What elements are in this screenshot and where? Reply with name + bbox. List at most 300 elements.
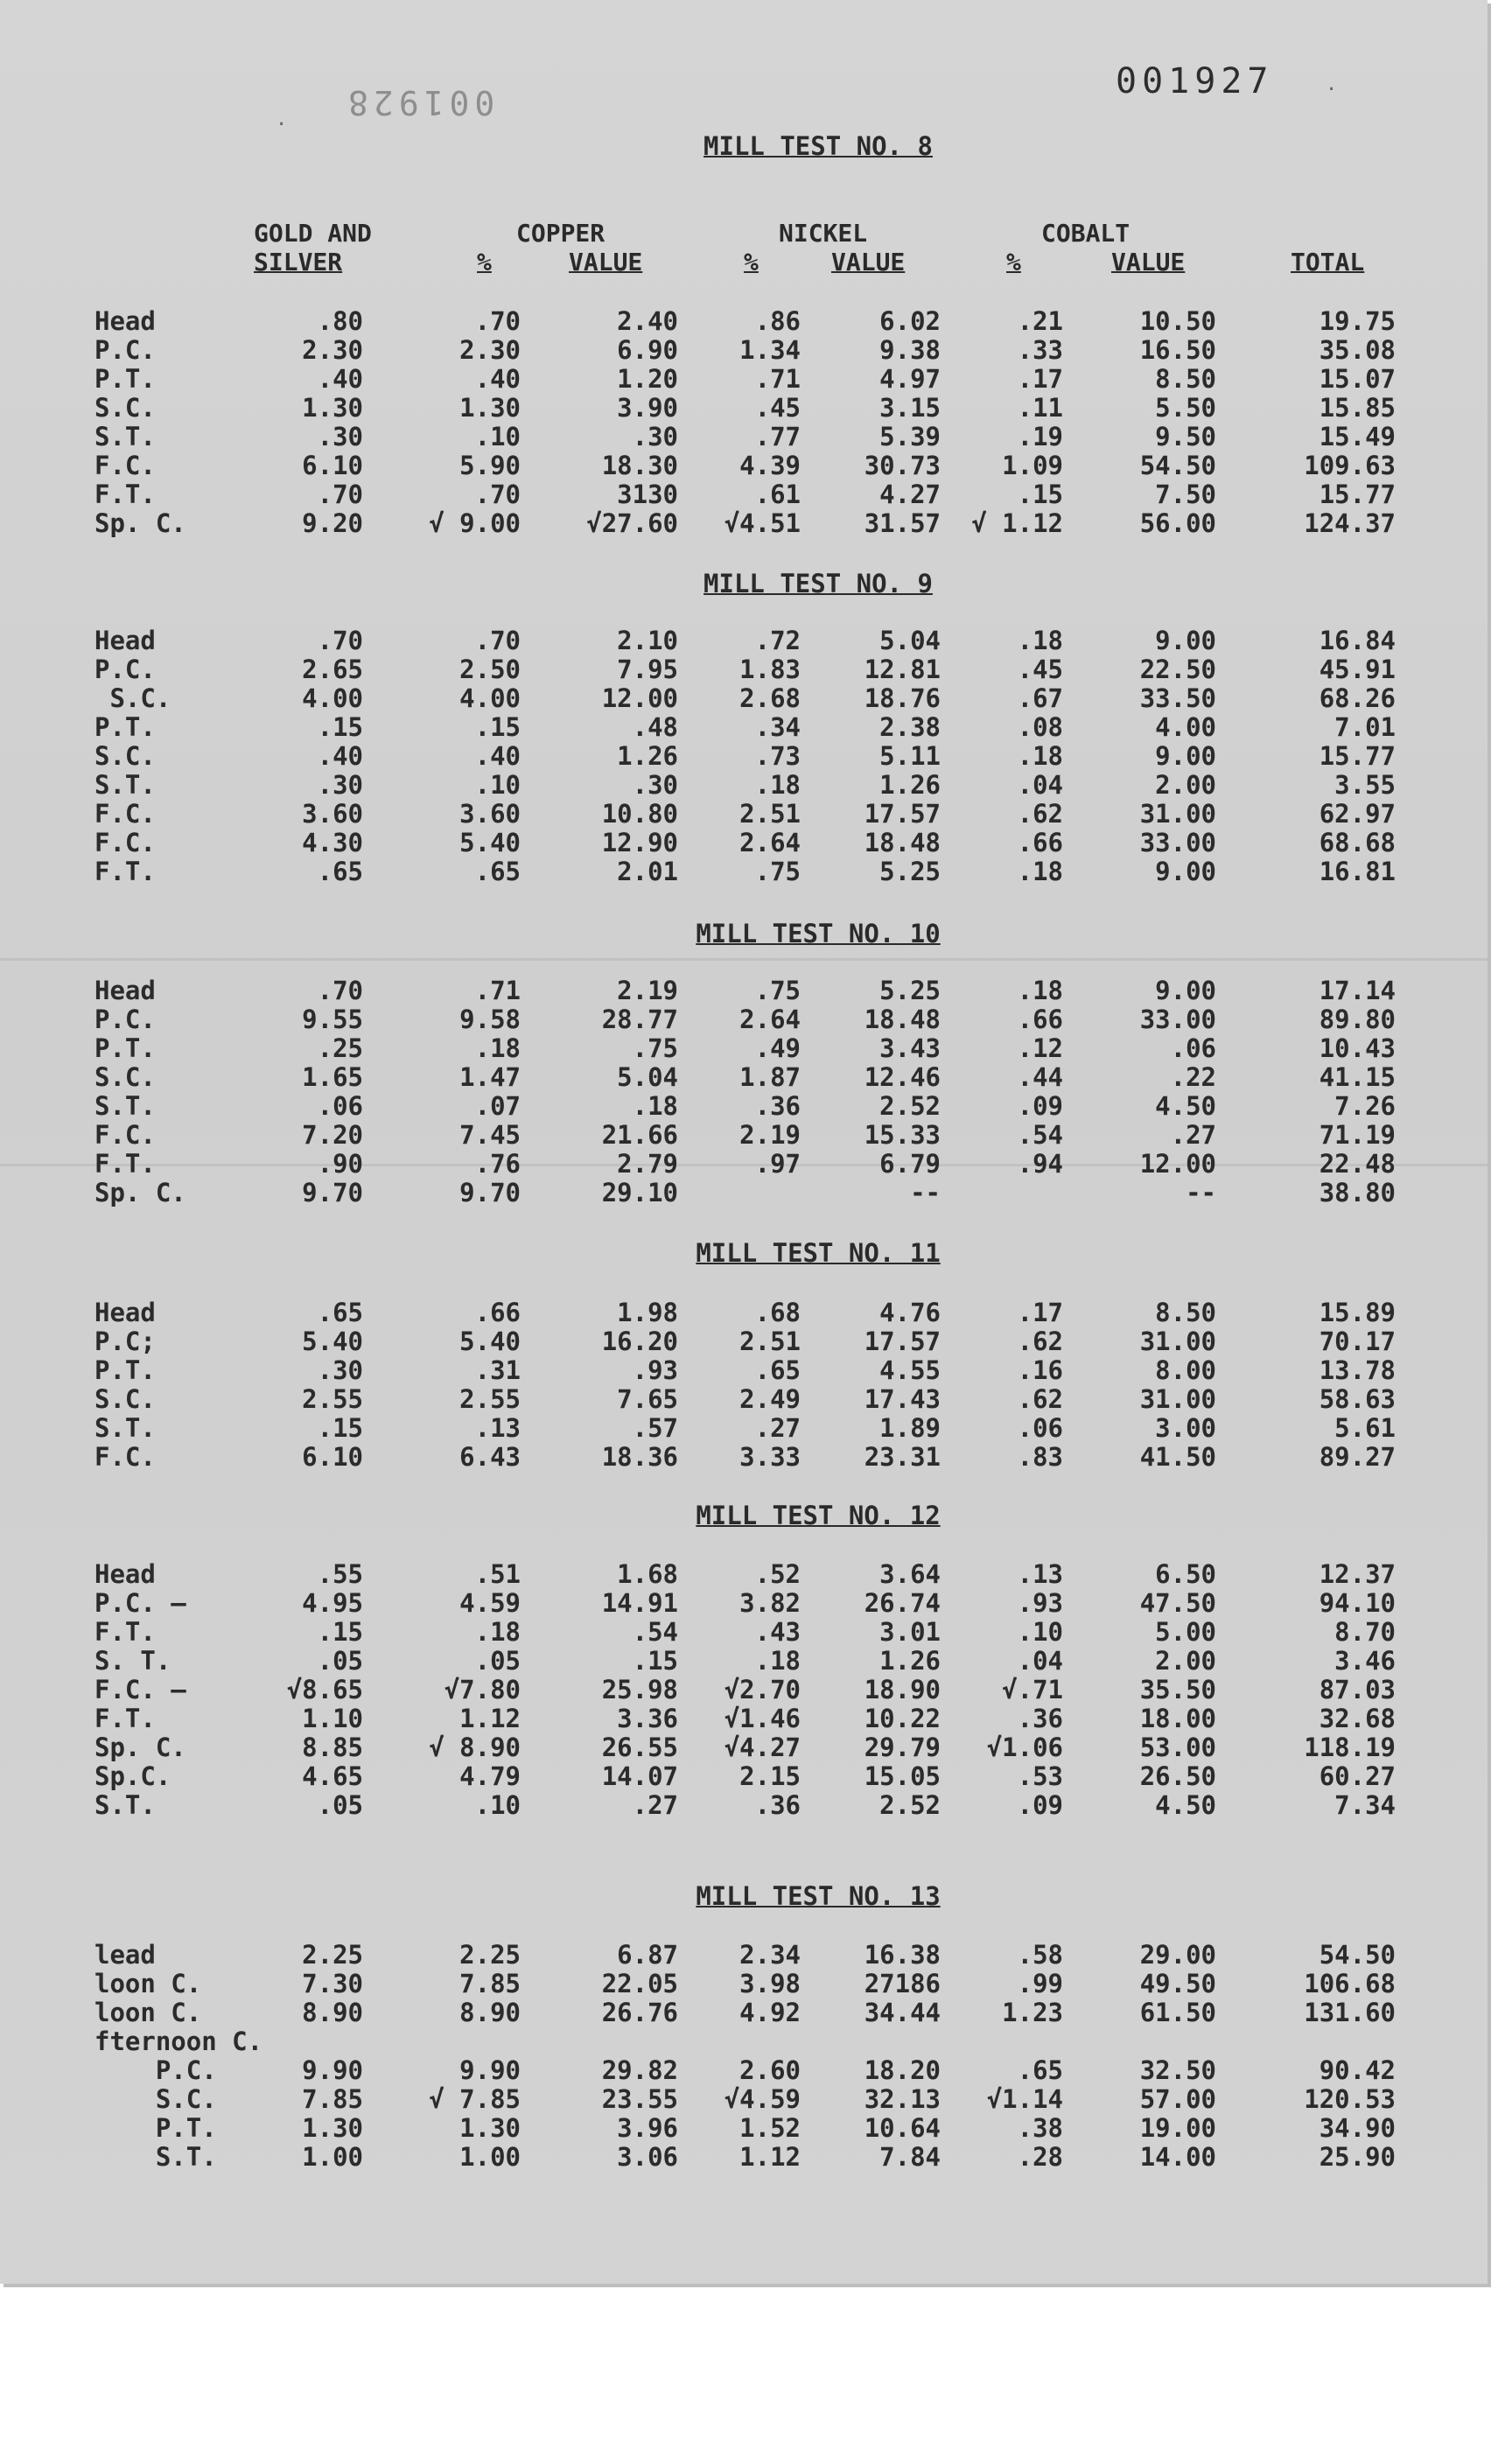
cell-copper-value: √27.60 [586, 508, 678, 538]
cell-copper-pct: 3.60 [459, 799, 521, 829]
row-label: F.T. [94, 1704, 156, 1733]
cell-total: 7.26 [1334, 1091, 1396, 1121]
cell-cobalt-pct: √ 1.12 [971, 508, 1063, 538]
cell-nickel-pct: 2.68 [739, 683, 801, 713]
cell-gold-silver: .05 [317, 1790, 363, 1820]
table-row [0, 2142, 1488, 2171]
cell-total: 5.61 [1334, 1413, 1396, 1443]
cell-nickel-value: 4.97 [879, 364, 941, 394]
cell-nickel-pct: 4.92 [739, 1998, 801, 2027]
cell-cobalt-pct: .10 [1017, 1617, 1063, 1647]
table-row [0, 1761, 1488, 1790]
table-row [0, 1559, 1488, 1588]
cell-copper-pct: 8.90 [459, 1998, 521, 2027]
cell-total: 90.42 [1319, 2055, 1396, 2085]
cell-copper-pct: .40 [474, 364, 521, 394]
cell-cobalt-pct: .04 [1017, 770, 1063, 800]
cell-cobalt-value: 8.00 [1155, 1355, 1216, 1385]
cell-gold-silver: 4.00 [302, 683, 363, 713]
cell-nickel-pct: √1.46 [724, 1704, 801, 1733]
cell-cobalt-value: 49.50 [1139, 1969, 1216, 1998]
cell-nickel-value: 10.64 [864, 2113, 941, 2143]
cell-copper-pct: 5.40 [459, 828, 521, 858]
table-row [0, 1442, 1488, 1471]
cell-nickel-value: 18.20 [864, 2055, 941, 2085]
cell-nickel-pct: 2.64 [739, 1004, 801, 1034]
cell-cobalt-value: 5.50 [1155, 393, 1216, 423]
cell-total: 87.03 [1319, 1675, 1396, 1704]
cell-copper-value: .75 [632, 1033, 678, 1063]
cell-cobalt-pct: .18 [1017, 857, 1063, 886]
row-label: P.T. [94, 364, 156, 394]
cell-cobalt-value: 16.50 [1139, 335, 1216, 365]
cell-copper-value: 29.10 [601, 1178, 678, 1208]
cell-nickel-value: 3.15 [879, 393, 941, 423]
cell-nickel-pct: .45 [754, 393, 801, 423]
cell-copper-pct: 7.85 [459, 1969, 521, 1998]
cell-copper-pct: .07 [474, 1091, 521, 1121]
cell-copper-value: 2.79 [617, 1149, 678, 1179]
cell-cobalt-pct: .62 [1017, 1326, 1063, 1356]
row-label: S.C. [94, 1384, 156, 1414]
cell-cobalt-value: 32.50 [1139, 2055, 1216, 2085]
row-label: F.T. [94, 857, 156, 886]
cell-nickel-pct: .75 [754, 976, 801, 1005]
cell-copper-pct: .05 [474, 1646, 521, 1676]
cell-cobalt-pct: .65 [1017, 2055, 1063, 2085]
cell-nickel-value: 12.46 [864, 1062, 941, 1092]
cell-gold-silver: 1.30 [302, 393, 363, 423]
table-row [0, 1326, 1488, 1355]
cell-nickel-pct: .36 [754, 1091, 801, 1121]
cell-copper-pct: 1.47 [459, 1062, 521, 1092]
cell-cobalt-value: 9.50 [1155, 422, 1216, 452]
table-row [0, 1033, 1488, 1062]
cell-copper-pct: 9.70 [459, 1178, 521, 1208]
cell-copper-value: 2.40 [617, 306, 678, 336]
cell-total: 60.27 [1319, 1761, 1396, 1791]
cell-cobalt-value: .27 [1170, 1120, 1216, 1150]
cell-total: 34.90 [1319, 2113, 1396, 2143]
cell-total: 10.43 [1319, 1033, 1396, 1063]
header-cobalt-pct: % [1006, 248, 1021, 276]
cell-total: 58.63 [1319, 1384, 1396, 1414]
table-row [0, 770, 1488, 799]
cell-copper-value: .18 [632, 1091, 678, 1121]
table-row [0, 1646, 1488, 1675]
cell-nickel-value: 5.25 [879, 976, 941, 1005]
cell-gold-silver: 7.30 [302, 1969, 363, 1998]
cell-nickel-value: 10.22 [864, 1704, 941, 1733]
cell-gold-silver: 8.85 [302, 1732, 363, 1762]
cell-nickel-pct: .72 [754, 626, 801, 655]
cell-copper-value: 23.55 [601, 2084, 678, 2114]
cell-nickel-pct: 1.52 [739, 2113, 801, 2143]
cell-nickel-pct: .71 [754, 364, 801, 394]
cell-copper-pct: .10 [474, 770, 521, 800]
cell-copper-pct: .65 [474, 857, 521, 886]
cell-cobalt-pct: .94 [1017, 1149, 1063, 1179]
cell-nickel-value: 2.52 [879, 1091, 941, 1121]
cell-gold-silver: .06 [317, 1091, 363, 1121]
cell-nickel-pct: .61 [754, 480, 801, 509]
cell-copper-value: 18.30 [601, 451, 678, 480]
cell-total: 17.14 [1319, 976, 1396, 1005]
table-row [0, 1091, 1488, 1120]
cell-cobalt-pct: .54 [1017, 1120, 1063, 1150]
cell-nickel-value: 6.79 [879, 1149, 941, 1179]
cell-nickel-pct: .86 [754, 306, 801, 336]
cell-total: 32.68 [1319, 1704, 1396, 1733]
row-label: Sp. C. [94, 508, 186, 538]
cell-nickel-value: 4.27 [879, 480, 941, 509]
cell-cobalt-pct: .67 [1017, 683, 1063, 713]
cell-nickel-value: 3.43 [879, 1033, 941, 1063]
cell-total: 62.97 [1319, 799, 1396, 829]
cell-gold-silver: 2.30 [302, 335, 363, 365]
cell-cobalt-pct: .12 [1017, 1033, 1063, 1063]
mill-test-table [0, 1940, 1488, 2171]
cell-nickel-value: 1.26 [879, 770, 941, 800]
cell-nickel-pct: 2.60 [739, 2055, 801, 2085]
mill-test-table [0, 1298, 1488, 1471]
cell-cobalt-value: 56.00 [1139, 508, 1216, 538]
cell-nickel-pct: .75 [754, 857, 801, 886]
cell-cobalt-pct: .58 [1017, 1940, 1063, 1970]
cell-total: 45.91 [1319, 654, 1396, 684]
cell-cobalt-pct: .83 [1017, 1442, 1063, 1472]
section-title: MILL TEST NO. 10 [696, 919, 941, 948]
cell-total: 15.07 [1319, 364, 1396, 394]
cell-cobalt-value: 61.50 [1139, 1998, 1216, 2027]
header-copper-value: VALUE [569, 248, 643, 276]
row-label: Head [94, 626, 156, 655]
cell-nickel-pct: √4.59 [724, 2084, 801, 2114]
cell-total: 15.85 [1319, 393, 1396, 423]
cell-cobalt-pct: .38 [1017, 2113, 1063, 2143]
cell-copper-pct: .51 [474, 1559, 521, 1589]
cell-cobalt-pct: .04 [1017, 1646, 1063, 1676]
cell-cobalt-pct: .11 [1017, 393, 1063, 423]
cell-nickel-pct: √4.51 [724, 508, 801, 538]
cell-gold-silver: .30 [317, 770, 363, 800]
table-row [0, 1998, 1488, 2026]
cell-copper-pct: √ 9.00 [429, 508, 521, 538]
cell-cobalt-value: 33.50 [1139, 683, 1216, 713]
cell-nickel-value: 18.76 [864, 683, 941, 713]
cell-nickel-pct: .34 [754, 712, 801, 742]
table-row [0, 2026, 1488, 2055]
cell-nickel-value: 6.02 [879, 306, 941, 336]
row-label: S.T. [94, 422, 156, 452]
cell-copper-pct: .15 [474, 712, 521, 742]
row-label: Sp.C. [94, 1761, 172, 1791]
row-label: F.T. [94, 1617, 156, 1647]
row-label: Head [94, 1559, 156, 1589]
cell-total: 15.77 [1319, 480, 1396, 509]
cell-nickel-pct: 2.49 [739, 1384, 801, 1414]
cell-cobalt-value: 2.00 [1155, 770, 1216, 800]
cell-copper-value: 14.91 [601, 1588, 678, 1618]
cell-total: 13.78 [1319, 1355, 1396, 1385]
table-row [0, 364, 1488, 393]
cell-nickel-value: 18.48 [864, 828, 941, 858]
cell-cobalt-value: 33.00 [1139, 828, 1216, 858]
cell-total: 8.70 [1334, 1617, 1396, 1647]
row-label: S.T. [94, 1413, 156, 1443]
cell-cobalt-value: 54.50 [1139, 451, 1216, 480]
table-row [0, 2084, 1488, 2113]
table-row [0, 1588, 1488, 1617]
cell-cobalt-pct: .66 [1017, 1004, 1063, 1034]
cell-cobalt-value: 8.50 [1155, 364, 1216, 394]
cell-gold-silver: .40 [317, 741, 363, 771]
cell-cobalt-pct: .44 [1017, 1062, 1063, 1092]
cell-nickel-pct: .18 [754, 770, 801, 800]
table-row [0, 393, 1488, 422]
table-row [0, 1617, 1488, 1646]
cell-nickel-value: 30.73 [864, 451, 941, 480]
cell-nickel-pct: .18 [754, 1646, 801, 1676]
cell-cobalt-pct: .18 [1017, 976, 1063, 1005]
cell-cobalt-value: 6.50 [1155, 1559, 1216, 1589]
cell-nickel-value: 18.48 [864, 1004, 941, 1034]
cell-nickel-value: 9.38 [879, 335, 941, 365]
row-label: Sp. C. [94, 1732, 186, 1762]
cell-copper-pct: .70 [474, 626, 521, 655]
cell-cobalt-value: 31.00 [1139, 1384, 1216, 1414]
cell-nickel-value: 29.79 [864, 1732, 941, 1762]
row-label: lead [94, 1940, 156, 1970]
cell-cobalt-pct: .99 [1017, 1969, 1063, 1998]
cell-cobalt-value: 10.50 [1139, 306, 1216, 336]
cell-copper-value: 3130 [617, 480, 678, 509]
cell-nickel-pct: .73 [754, 741, 801, 771]
cell-copper-value: 3.90 [617, 393, 678, 423]
table-row [0, 1062, 1488, 1091]
row-label: P.C. [94, 335, 156, 365]
cell-nickel-pct: 3.33 [739, 1442, 801, 1472]
cell-nickel-value: 27186 [864, 1969, 941, 1998]
cell-cobalt-value: 35.50 [1139, 1675, 1216, 1704]
cell-copper-value: 1.98 [617, 1298, 678, 1327]
row-label: F.T. [94, 480, 156, 509]
cell-cobalt-value: 22.50 [1139, 654, 1216, 684]
cell-copper-value: 5.04 [617, 1062, 678, 1092]
row-label: F.C. [94, 799, 156, 829]
cell-nickel-value: 7.84 [879, 2142, 941, 2172]
cell-cobalt-value: .06 [1170, 1033, 1216, 1063]
row-label: P.T. [94, 1355, 156, 1385]
cell-cobalt-pct: .28 [1017, 2142, 1063, 2172]
table-row [0, 2113, 1488, 2142]
cell-gold-silver: 9.90 [302, 2055, 363, 2085]
cell-total: 89.80 [1319, 1004, 1396, 1034]
cell-gold-silver: 5.40 [302, 1326, 363, 1356]
cell-cobalt-pct: .08 [1017, 712, 1063, 742]
row-label: F.C. [94, 1442, 156, 1472]
cell-nickel-value: 3.64 [879, 1559, 941, 1589]
cell-nickel-value: 1.89 [879, 1413, 941, 1443]
row-label: P.T. [94, 1033, 156, 1063]
table-row [0, 422, 1488, 451]
cell-cobalt-pct: √.71 [1002, 1675, 1063, 1704]
cell-gold-silver: .30 [317, 422, 363, 452]
cell-copper-pct: √ 7.85 [429, 2084, 521, 2114]
cell-nickel-value: -- [910, 1178, 941, 1208]
cell-gold-silver: 6.10 [302, 1442, 363, 1472]
cell-cobalt-pct: √1.14 [986, 2084, 1063, 2114]
cell-total: 19.75 [1319, 306, 1396, 336]
cell-copper-pct: 1.30 [459, 393, 521, 423]
row-label: S.C. [94, 393, 156, 423]
cell-cobalt-pct: √1.06 [986, 1732, 1063, 1762]
cell-nickel-value: 4.76 [879, 1298, 941, 1327]
row-label: S.T. [94, 770, 156, 800]
cell-nickel-value: 32.13 [864, 2084, 941, 2114]
cell-nickel-pct: 2.51 [739, 1326, 801, 1356]
cell-copper-pct: 2.25 [459, 1940, 521, 1970]
row-label: S. T. [94, 1646, 172, 1676]
cell-nickel-value: 12.81 [864, 654, 941, 684]
cell-cobalt-value: 9.00 [1155, 741, 1216, 771]
cell-nickel-value: 5.04 [879, 626, 941, 655]
row-label: P.C. [94, 654, 156, 684]
row-label: F.C. [94, 451, 156, 480]
cell-cobalt-pct: .09 [1017, 1790, 1063, 1820]
cell-cobalt-value: 18.00 [1139, 1704, 1216, 1733]
cell-gold-silver: 9.55 [302, 1004, 363, 1034]
cell-total: 22.48 [1319, 1149, 1396, 1179]
cell-copper-value: .93 [632, 1355, 678, 1385]
row-label: P.C. [94, 2055, 217, 2085]
table-row [0, 683, 1488, 712]
row-label: S.T. [94, 1091, 156, 1121]
cell-nickel-pct: 1.83 [739, 654, 801, 684]
cell-gold-silver: .15 [317, 712, 363, 742]
cell-copper-value: .54 [632, 1617, 678, 1647]
cell-gold-silver: 7.85 [302, 2084, 363, 2114]
cell-cobalt-value: .22 [1170, 1062, 1216, 1092]
table-row [0, 1940, 1488, 1969]
table-row [0, 335, 1488, 364]
row-label: P.T. [94, 712, 156, 742]
cell-nickel-pct: 2.34 [739, 1940, 801, 1970]
cell-nickel-pct: √4.27 [724, 1732, 801, 1762]
cell-gold-silver: 1.10 [302, 1704, 363, 1733]
cell-copper-value: 6.90 [617, 335, 678, 365]
mill-test-table [0, 626, 1488, 886]
table-row [0, 1969, 1488, 1998]
cell-cobalt-pct: .06 [1017, 1413, 1063, 1443]
cell-copper-pct: 1.12 [459, 1704, 521, 1733]
cell-copper-pct: .66 [474, 1298, 521, 1327]
cell-copper-pct: 6.43 [459, 1442, 521, 1472]
cell-cobalt-value: 9.00 [1155, 976, 1216, 1005]
cell-gold-silver: .90 [317, 1149, 363, 1179]
cell-nickel-pct: √2.70 [724, 1675, 801, 1704]
table-row [0, 1178, 1488, 1207]
cell-cobalt-value: 9.00 [1155, 857, 1216, 886]
cell-copper-pct: 1.00 [459, 2142, 521, 2172]
cell-total: 35.08 [1319, 335, 1396, 365]
cell-cobalt-value: 29.00 [1139, 1940, 1216, 1970]
cell-total: 54.50 [1319, 1940, 1396, 1970]
cell-copper-value: 25.98 [601, 1675, 678, 1704]
cell-nickel-pct: 2.64 [739, 828, 801, 858]
table-row [0, 1298, 1488, 1326]
cell-cobalt-value: 14.00 [1139, 2142, 1216, 2172]
cell-nickel-pct: 2.51 [739, 799, 801, 829]
cell-gold-silver: 2.25 [302, 1940, 363, 1970]
cell-copper-pct: .18 [474, 1033, 521, 1063]
fold-crease [0, 958, 1488, 961]
cell-nickel-pct: .52 [754, 1559, 801, 1589]
cell-copper-pct: 4.79 [459, 1761, 521, 1791]
cell-gold-silver: 4.95 [302, 1588, 363, 1618]
cell-nickel-pct: .65 [754, 1355, 801, 1385]
cell-gold-silver: 1.65 [302, 1062, 363, 1092]
cell-nickel-value: 15.05 [864, 1761, 941, 1791]
header-nickel: NICKEL [779, 219, 868, 248]
document-number-stamp: 001927 [1116, 61, 1274, 102]
cell-copper-value: 3.96 [617, 2113, 678, 2143]
section-title: MILL TEST NO. 13 [696, 1881, 941, 1911]
cell-total: 68.26 [1319, 683, 1396, 713]
cell-cobalt-value: 3.00 [1155, 1413, 1216, 1443]
section-title: MILL TEST NO. 8 [704, 131, 933, 161]
cell-nickel-value: 15.33 [864, 1120, 941, 1150]
cell-copper-value: 21.66 [601, 1120, 678, 1150]
row-label: Head [94, 976, 156, 1005]
table-row [0, 1149, 1488, 1178]
cell-cobalt-pct: .33 [1017, 335, 1063, 365]
cell-gold-silver: .25 [317, 1033, 363, 1063]
cell-nickel-value: 2.38 [879, 712, 941, 742]
header-total: TOTAL [1291, 248, 1365, 276]
cell-cobalt-value: 7.50 [1155, 480, 1216, 509]
cell-gold-silver: .15 [317, 1413, 363, 1443]
cell-copper-pct: .40 [474, 741, 521, 771]
cell-cobalt-pct: .17 [1017, 364, 1063, 394]
cell-total: 15.89 [1319, 1298, 1396, 1327]
cell-cobalt-pct: .13 [1017, 1559, 1063, 1589]
cell-cobalt-pct: .53 [1017, 1761, 1063, 1791]
table-row [0, 828, 1488, 857]
table-row [0, 1355, 1488, 1384]
cell-cobalt-pct: .45 [1017, 654, 1063, 684]
cell-total: 70.17 [1319, 1326, 1396, 1356]
cell-gold-silver: 6.10 [302, 451, 363, 480]
mill-test-table [0, 1559, 1488, 1819]
stray-mark: · [1326, 79, 1338, 101]
cell-nickel-value: 4.55 [879, 1355, 941, 1385]
table-row [0, 1704, 1488, 1732]
cell-gold-silver: 9.70 [302, 1178, 363, 1208]
cell-nickel-value: 16.38 [864, 1940, 941, 1970]
row-label: F.T. [94, 1149, 156, 1179]
cell-copper-pct: .10 [474, 422, 521, 452]
cell-copper-pct: 4.59 [459, 1588, 521, 1618]
cell-gold-silver: 9.20 [302, 508, 363, 538]
stray-mark: · [276, 114, 288, 136]
row-label: S.C. [94, 683, 172, 713]
cell-copper-value: .27 [632, 1790, 678, 1820]
table-row [0, 1413, 1488, 1442]
cell-gold-silver: 4.30 [302, 828, 363, 858]
cell-nickel-pct: 2.15 [739, 1761, 801, 1791]
row-label: P.C. — [94, 1588, 186, 1618]
